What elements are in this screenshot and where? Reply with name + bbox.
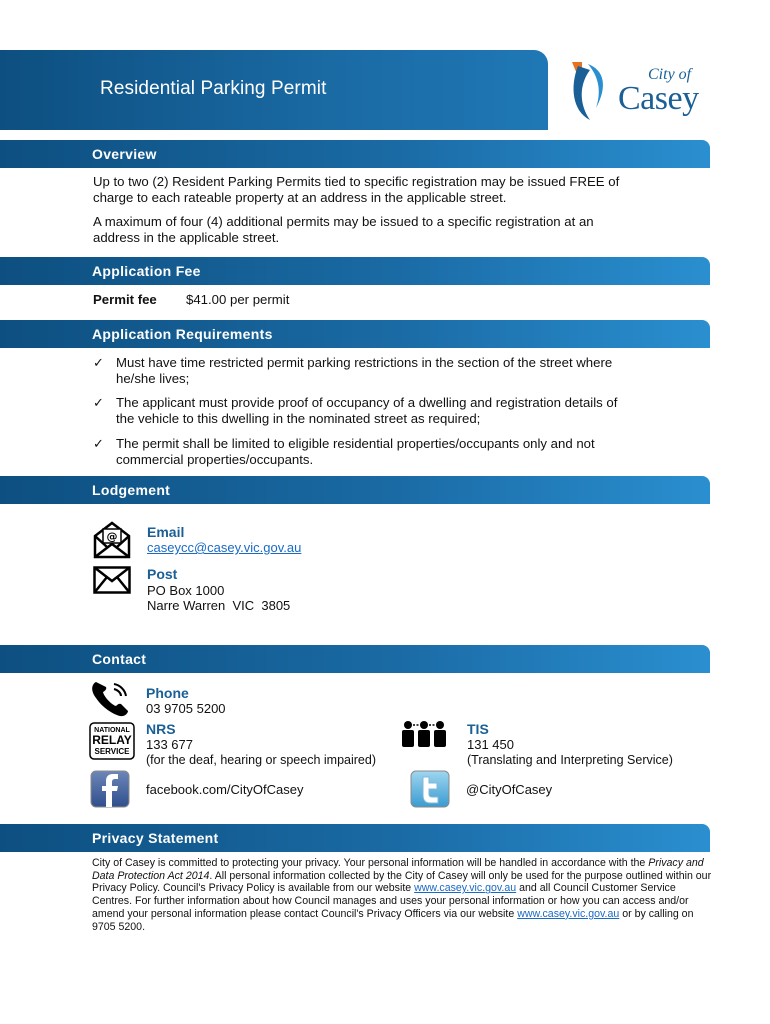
privacy-text-part: . All personal information collected by the City of Casey will only be used for the purpose outlined within our Privacy Policy. Council's Privacy Policy is available from our website xyxy=(92,869,712,895)
requirement-item xyxy=(93,355,673,389)
national-relay-service-icon xyxy=(89,722,135,760)
requirement-item xyxy=(93,395,673,429)
interpreter-people-icon xyxy=(400,720,448,748)
post-line2: Narre Warren VIC 3805 xyxy=(147,598,291,613)
fee-value: $41.00 per permit xyxy=(186,292,290,307)
privacy-text-part: City of Casey is committed to protecting your privacy. Your personal information will be handled in accordance with the xyxy=(92,857,649,869)
phone-icon xyxy=(90,680,132,718)
page-title: Residential Parking Permit xyxy=(100,78,327,99)
post-line1: PO Box 1000 xyxy=(147,583,225,598)
lodgement-title: Lodgement xyxy=(92,482,171,498)
nrs-value: 133 677 xyxy=(146,737,193,752)
post-heading: Post xyxy=(147,566,178,582)
privacy-act-name: Privacy and Data Protection Act 2014 xyxy=(92,857,704,882)
requirements-title: Application Requirements xyxy=(92,326,273,342)
overview-para1-line2: charge to each rateable property at an address in the applicable street. xyxy=(93,190,507,205)
overview-para2-line1: A maximum of four (4) additional permits may be issued to a specific registration at an xyxy=(93,214,594,229)
phone-value: 03 9705 5200 xyxy=(146,701,226,716)
tis-heading: TIS xyxy=(467,721,489,737)
contact-title: Contact xyxy=(92,651,147,667)
envelope-icon xyxy=(93,566,131,594)
email-icon xyxy=(92,520,132,560)
requirement-line2: the vehicle to this dwelling in the nominated street as required; xyxy=(116,411,481,426)
checkmark-icon: ✓ xyxy=(93,436,104,451)
nrs-logo-line1: NATIONAL xyxy=(94,727,130,734)
svg-text:@: @ xyxy=(106,530,118,543)
twitter-text: @CityOfCasey xyxy=(466,782,553,797)
requirement-item xyxy=(93,436,673,470)
requirement-line1: Must have time restricted permit parking restrictions in the section of the street where xyxy=(116,355,613,370)
requirement-line2: he/she lives; xyxy=(116,371,190,386)
twitter-icon[interactable] xyxy=(410,770,450,808)
overview-para2-line2: address in the applicable street. xyxy=(93,230,280,245)
nrs-note: (for the deaf, hearing or speech impaired) xyxy=(146,753,376,767)
overview-title: Overview xyxy=(92,146,157,162)
logo-casey-text: Casey xyxy=(618,80,699,117)
requirement-line2: commercial properties/occupants. xyxy=(116,452,314,467)
requirement-line1: The applicant must provide proof of occupancy of a dwelling and registration details of xyxy=(116,395,618,410)
facebook-icon[interactable] xyxy=(90,770,130,808)
requirement-line1: The permit shall be limited to eligible residential properties/occupants only and not xyxy=(116,436,595,451)
nrs-heading: NRS xyxy=(146,721,176,737)
email-heading: Email xyxy=(147,524,185,540)
nrs-logo-line3: SERVICE xyxy=(94,747,130,756)
overview-para1-line1: Up to two (2) Resident Parking Permits tied to specific registration may be issued FREE of xyxy=(93,174,620,189)
phone-heading: Phone xyxy=(146,685,189,701)
email-link[interactable]: caseycc@casey.vic.gov.au xyxy=(147,540,302,555)
nrs-logo-line2: RELAY xyxy=(92,733,132,747)
privacy-website-link[interactable]: www.casey.vic.gov.au xyxy=(414,882,517,895)
checkmark-icon: ✓ xyxy=(93,395,104,410)
privacy-title: Privacy Statement xyxy=(92,830,219,846)
checkmark-icon: ✓ xyxy=(93,355,104,370)
privacy-text-part: or by calling on 9705 5200. xyxy=(92,907,694,933)
tis-note: (Translating and Interpreting Service) xyxy=(467,753,673,767)
fee-label: Permit fee xyxy=(93,292,157,307)
privacy-text-part: and all Council Customer Service Centres. For further information about how Council manages and uses your personal information or how you can access and/or amend your personal information please contact Council's Privacy Officers via our website xyxy=(92,882,689,920)
tis-value: 131 450 xyxy=(467,737,514,752)
fee-title: Application Fee xyxy=(92,263,201,279)
logo-city-text: City of xyxy=(648,66,692,83)
privacy-website-link-2[interactable]: www.casey.vic.gov.au xyxy=(517,907,620,920)
privacy-text xyxy=(92,857,712,933)
facebook-text: facebook.com/CityOfCasey xyxy=(146,782,304,797)
